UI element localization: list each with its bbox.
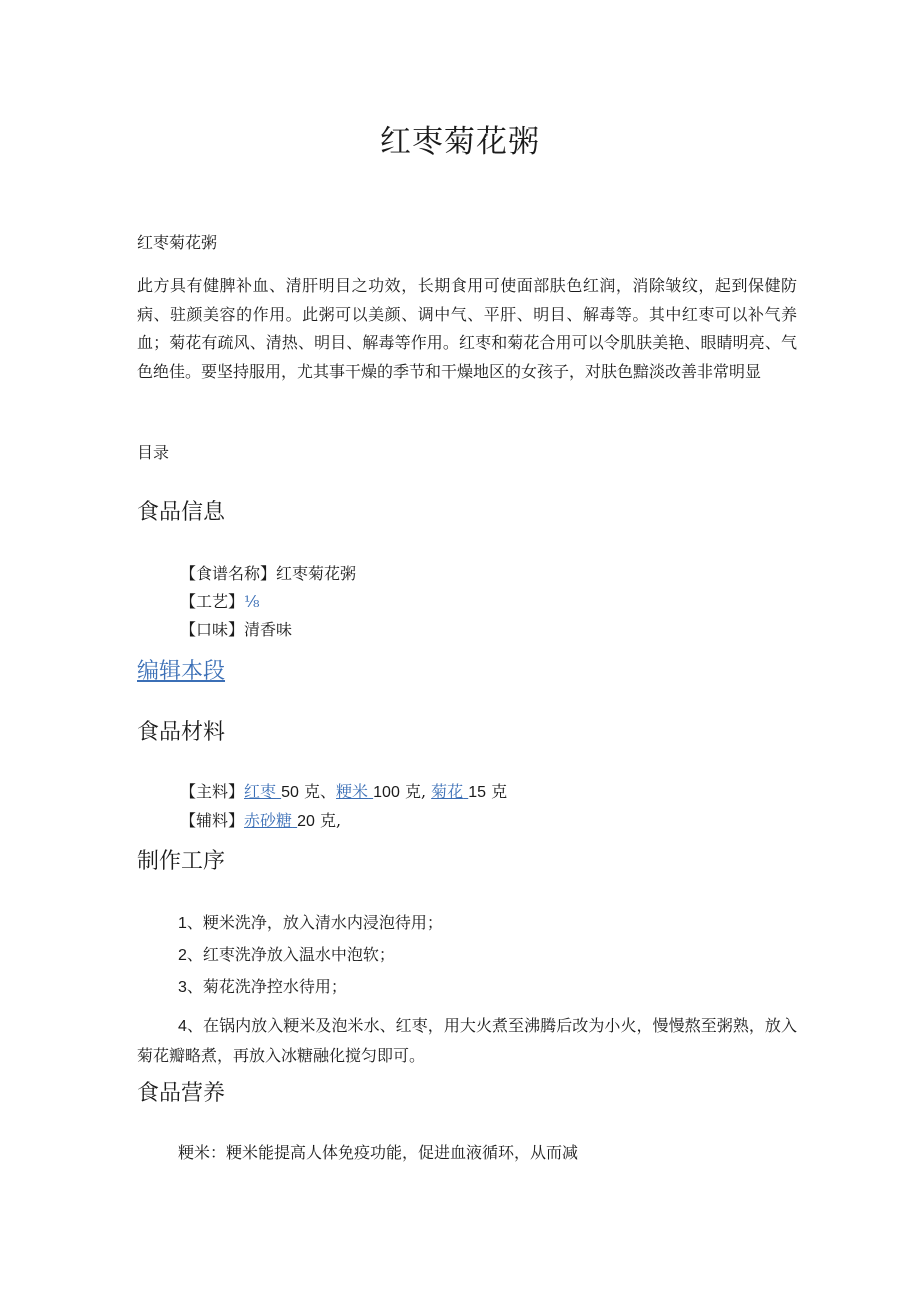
page-title: 红枣菊花粥 [380, 124, 540, 160]
ingredient-qty: 50 [281, 784, 299, 801]
ingredient-unit: 克, [404, 782, 427, 801]
edit-section-link[interactable]: 编辑本段 [137, 659, 226, 684]
step-item [137, 1011, 797, 1070]
materials-heading: 食品材料 [137, 720, 226, 745]
step-item [178, 910, 443, 933]
ingredient-qty: 100 [373, 784, 400, 801]
craft-label: 【工艺】 [180, 592, 245, 611]
step-number: 3 [178, 979, 187, 996]
nutrition-text: 粳米：粳米能提高人体免疫功能，促进血液循环，从而减 [178, 1143, 579, 1162]
step-number: 1 [178, 915, 187, 932]
craft-value-link[interactable]: ⅛ [244, 592, 260, 611]
ingredient-link-brown-sugar[interactable]: 赤砂糖 [244, 811, 293, 830]
ingredient-unit: 克、 [304, 782, 337, 801]
main-ingredients-line [180, 779, 507, 802]
main-ingredients-label: 【主料】 [180, 782, 245, 801]
recipe-name-line [180, 561, 356, 584]
ingredient-unit: 克, [320, 811, 342, 830]
step-text: 、在锅内放入粳米及泡米水、红枣，用大火煮至沸腾后改为小火，慢慢熬至粥熟，放入菊花瓣略煮，再放入冰糖融化搅匀即可。 [137, 1016, 797, 1065]
step-number: 2 [178, 947, 187, 964]
aux-ingredients-line [180, 808, 341, 831]
aux-ingredients-label: 【辅料】 [180, 811, 245, 830]
taste-label: 【口味】 [180, 620, 245, 639]
step-item [178, 974, 347, 997]
step-text: 、粳米洗净，放入清水内浸泡待用； [186, 913, 443, 932]
subtitle: 红枣菊花粥 [137, 233, 218, 252]
recipe-name-value: 红枣菊花粥 [276, 564, 357, 583]
ingredient-link-rice[interactable]: 粳米 [336, 782, 369, 801]
ingredient-qty: 20 [297, 813, 315, 830]
ingredient-link-chrysanthemum[interactable]: 菊花 [431, 782, 464, 801]
nutrition-heading: 食品营养 [137, 1081, 226, 1106]
ingredient-qty: 15 [468, 784, 487, 801]
recipe-name-label: 【食谱名称】 [180, 564, 277, 583]
craft-line [180, 589, 260, 612]
step-number: 4 [178, 1018, 187, 1035]
step-item [178, 942, 395, 965]
taste-line [180, 617, 292, 640]
food-info-heading: 食品信息 [137, 500, 226, 525]
taste-value: 清香味 [244, 620, 293, 639]
steps-heading: 制作工序 [137, 849, 226, 874]
intro-paragraph: 此方具有健脾补血、清肝明目之功效，长期食用可使面部肤色红润，消除皱纹，起到保健防病、驻颜美容的作用。此粥可以美颜、调中气、平肝、明目、解毒等。其中红枣可以补气养血；菊花有疏风、清热、明目、解毒等作用。红枣和菊花合用可以令肌肤美艳、眼睛明亮、气色绝佳。要坚持服用，尤其事干燥的季节和干燥地区的女孩子，对肤色黯淡改善非常明显 [137, 276, 797, 381]
ingredient-unit: 克 [491, 782, 508, 801]
ingredient-link-jujube[interactable]: 红枣 [244, 782, 277, 801]
step-text: 、红枣洗净放入温水中泡软； [186, 945, 395, 964]
step-text: 、菊花洗净控水待用； [186, 977, 347, 996]
toc-label: 目录 [137, 443, 170, 462]
